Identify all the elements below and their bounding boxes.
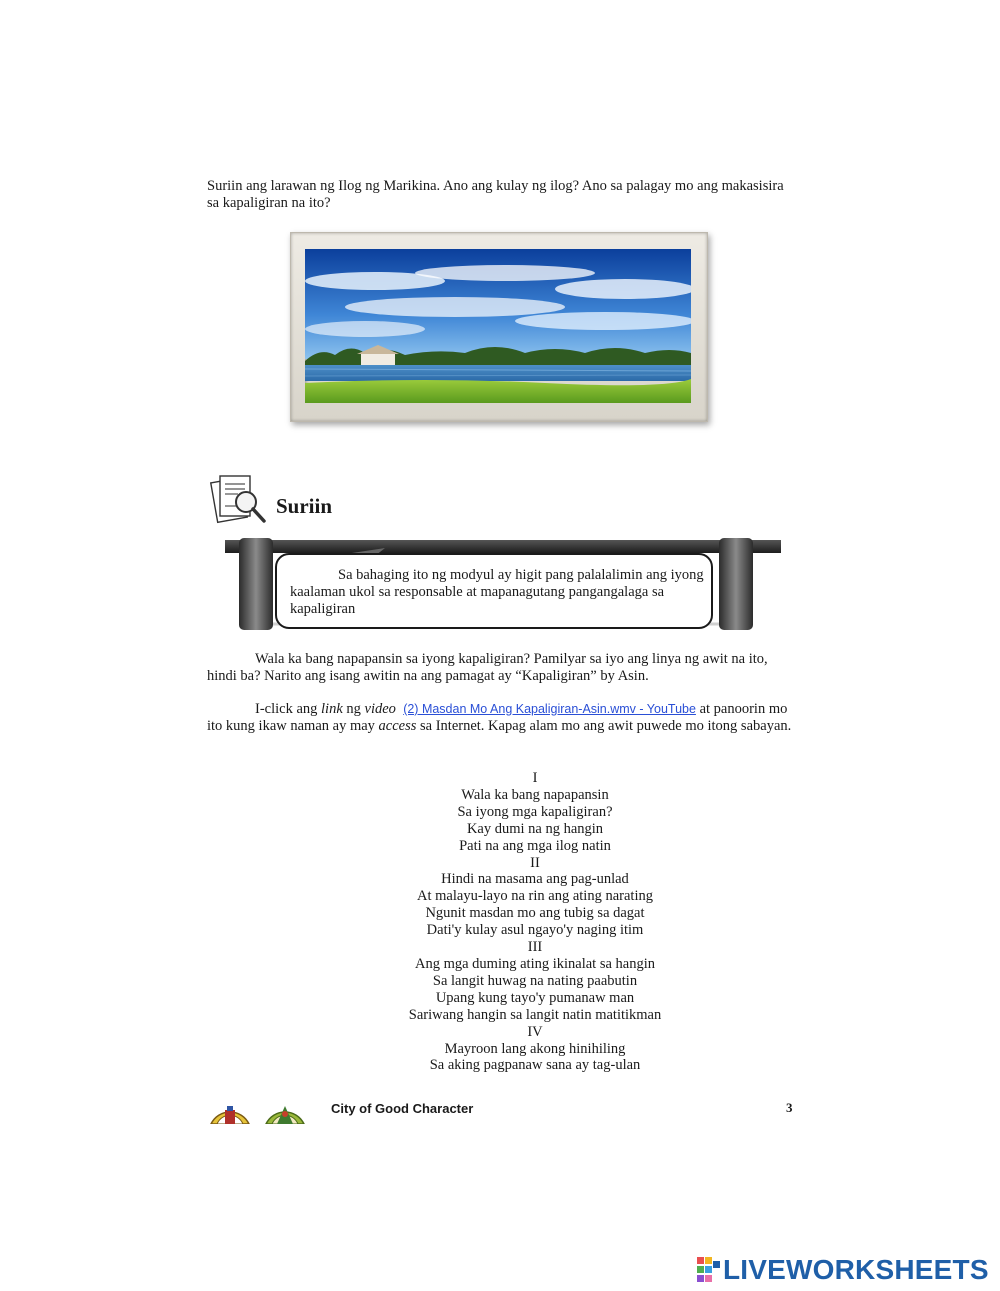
liveworksheets-watermark: LIVEWORKSHEETS bbox=[723, 1254, 989, 1285]
paragraph-video-text-3: at panoorin mo ito kung ikaw naman ay may bbox=[207, 701, 788, 734]
magnifier-document-icon bbox=[208, 470, 270, 528]
paragraph-song-intro-text: Wala ka bang napapansin sa iyong kapaligiran? Pamilyar sa iyo ang linya ng awit na ito, hindi ba? Narito ang isang awitin na ang pamagat ay “Kapaligiran” by Asin. bbox=[207, 651, 768, 684]
lyric-line: Mayroon lang akong hinihiling bbox=[444, 1040, 626, 1057]
lyric-line: Sa aking pagpanaw sana ay tag-ulan bbox=[429, 1057, 641, 1074]
banner-text bbox=[290, 567, 710, 618]
lyric-line: At malayu-layo na rin ang ating narating bbox=[417, 888, 653, 905]
paragraph-video-text-1: I-click ang bbox=[255, 701, 322, 717]
paragraph-video-text-2: ng bbox=[342, 701, 365, 717]
lyric-line: IV bbox=[527, 1023, 543, 1040]
division-seal-logo bbox=[262, 1090, 308, 1124]
lyric-line: I bbox=[532, 770, 538, 786]
city-seal-logo bbox=[207, 1090, 253, 1124]
intro-paragraph: Suriin ang larawan ng Ilog ng Marikina. Ano ang kulay ng ilog? Ano sa palagay mo ang makasisira sa kapaligiran na ito? bbox=[207, 178, 784, 211]
lyric-line: Hindi na masama ang pag-unlad bbox=[441, 871, 629, 888]
access-word: access bbox=[378, 718, 417, 734]
footer-text: City of Good Character bbox=[331, 1101, 474, 1116]
lyric-line: Ang mga duming ating ikinalat sa hangin bbox=[414, 955, 655, 972]
lyric-line: Pati na ang mga ilog natin bbox=[459, 837, 611, 854]
liveworksheets-logo-icon bbox=[697, 1257, 721, 1283]
youtube-video-link[interactable]: (2) Masdan Mo Ang Kapaligiran-Asin.wmv - YouTube bbox=[403, 702, 696, 716]
marikina-river-photo bbox=[305, 249, 691, 403]
lyric-line: III bbox=[527, 939, 543, 956]
paragraph-song-intro bbox=[207, 651, 797, 685]
lyric-line: Kay dumi na ng hangin bbox=[466, 820, 604, 837]
section-title: Suriin bbox=[276, 494, 333, 518]
lyric-line: Sariwang hangin sa langit natin matitikman bbox=[408, 1006, 662, 1023]
lyric-line: Sa langit huwag na nating paabutin bbox=[432, 972, 638, 989]
lyric-line: II bbox=[530, 854, 540, 871]
lyric-line: Upang kung tayo'y pumanaw man bbox=[435, 989, 635, 1006]
paragraph-video-link bbox=[207, 701, 797, 735]
lyric-line: Dati'y kulay asul ngayo'y naging itim bbox=[426, 922, 644, 939]
lyric-line: Sa iyong mga kapaligiran? bbox=[457, 803, 613, 820]
video-word: video bbox=[364, 701, 396, 717]
lyric-line: Ngunit masdan mo ang tubig sa dagat bbox=[425, 905, 645, 922]
page-number: 3 bbox=[786, 1100, 793, 1115]
lyric-line: Wala ka bang napapansin bbox=[461, 786, 609, 803]
song-lyrics bbox=[330, 770, 740, 1074]
photo-frame bbox=[290, 232, 708, 422]
paragraph-video-text-4: sa Internet. Kapag alam mo ang awit puwede mo itong sabayan. bbox=[416, 718, 792, 734]
banner-text-content: Sa bahaging ito ng modyul ay higit pang palalalimin ang iyong kaalaman ukol sa responsable at mapanagutang pangangalaga sa kapaligiran bbox=[290, 567, 704, 617]
link-word: link bbox=[321, 701, 343, 717]
